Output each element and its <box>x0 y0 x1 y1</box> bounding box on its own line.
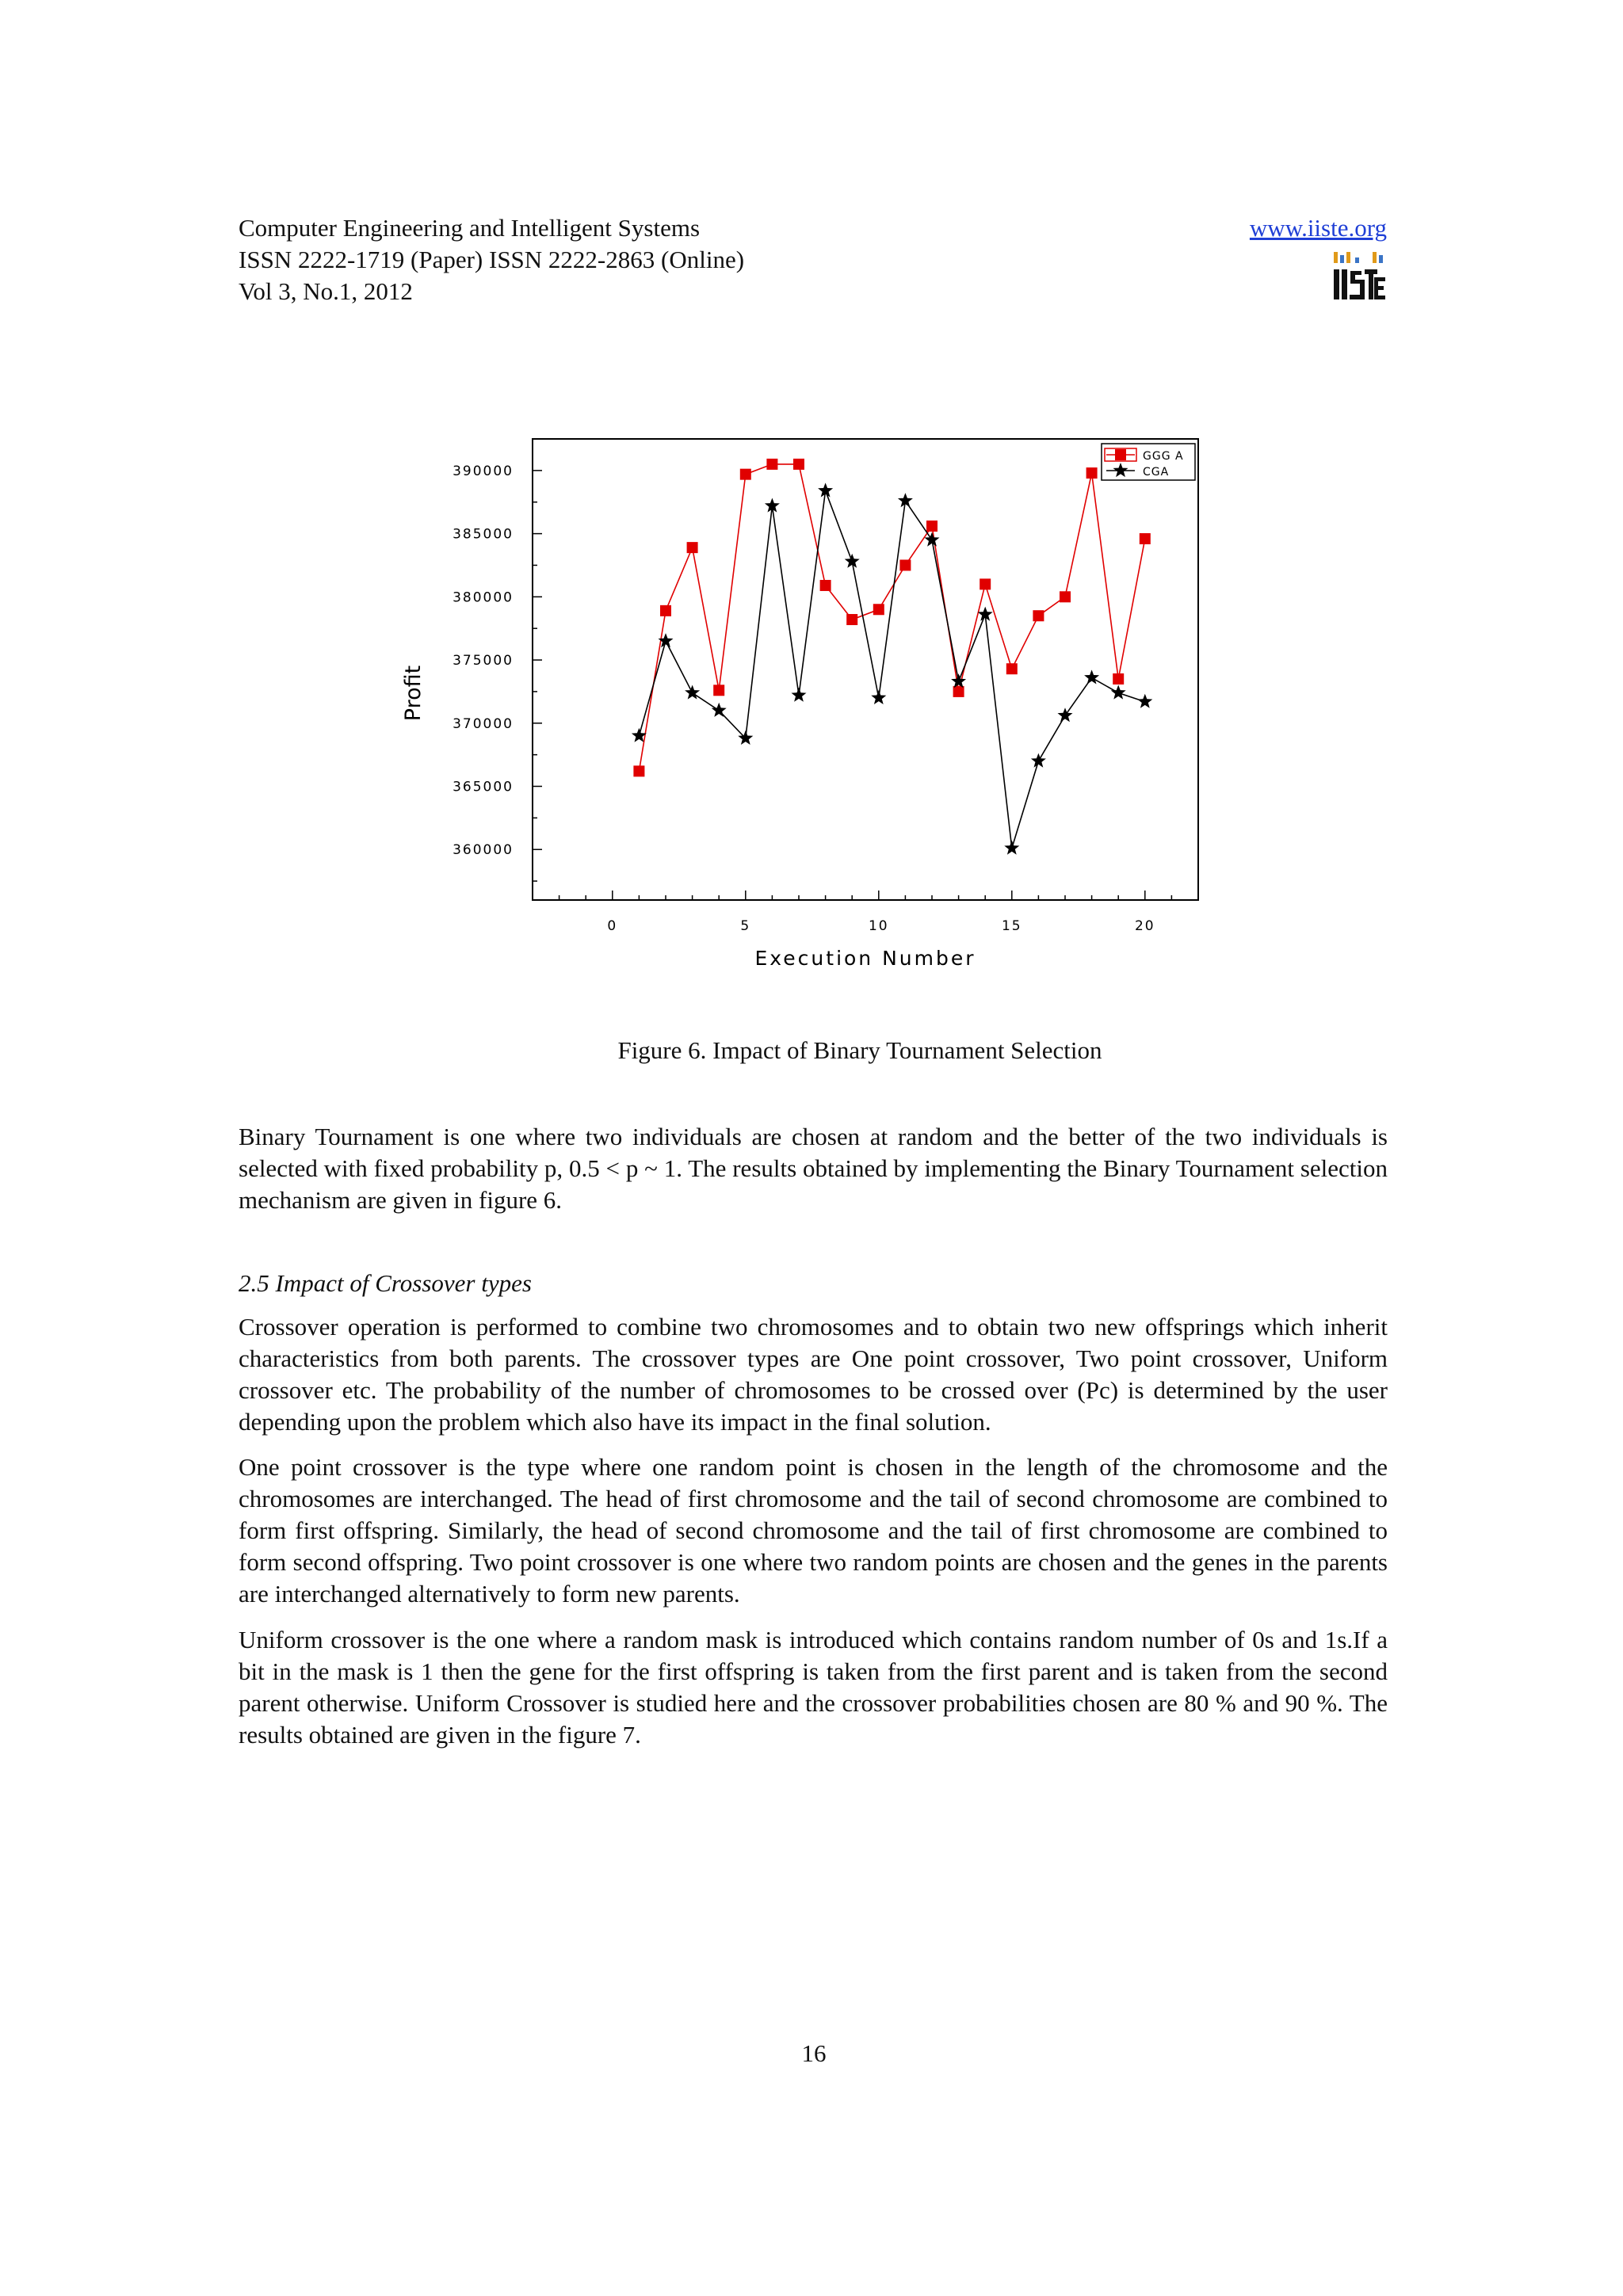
paragraph-crossover-operation: Crossover operation is performed to combine two chromosomes and to obtain two new offsprings which inherit characteristics from both parents. The crossover types are One point crossover, Two point crossover, Uniform crossover etc. The probability of the number of chromosomes to be crossed over (Pc) is determined by the user depending upon the problem which also have its impact in the final solution. <box>239 1313 1388 1436</box>
page-number: 16 <box>801 2039 827 2067</box>
data-point <box>1006 663 1018 674</box>
data-point <box>873 604 884 615</box>
data-point <box>766 459 777 470</box>
data-point <box>1111 685 1126 700</box>
data-point <box>899 559 911 570</box>
data-point <box>685 685 700 700</box>
data-point <box>871 690 886 704</box>
data-point <box>1031 753 1046 768</box>
y-axis-label: Profit <box>401 665 426 722</box>
plot-frame <box>533 439 1198 900</box>
data-point <box>1140 533 1151 544</box>
x-tick-label: 5 <box>740 918 751 934</box>
paragraph-uniform-crossover: Uniform crossover is the one where a random mask is introduced which contains random number of 0s and 1s.If a bit in the mask is 1 then the gene for the first offspring is taken from the first parent and is taken from the second parent otherwise. Uniform Crossover is studied here and the crossover probabilities chosen are 80 % and 90 %. The results obtained are given in the figure 7. <box>239 1626 1388 1749</box>
data-point <box>953 686 964 697</box>
data-point <box>1086 467 1098 479</box>
y-tick-label: 380000 <box>453 589 514 606</box>
legend-marker <box>1115 449 1126 460</box>
y-tick-label: 370000 <box>453 715 514 732</box>
data-point <box>820 580 831 591</box>
legend-label: CGA <box>1143 466 1170 479</box>
paragraph-one-point-crossover: One point crossover is the type where one random point is chosen in the length of the chromosome and the chromosomes are interchanged. The head of first chromosome and the tail of second chromosome are combined to form first offspring. Similarly, the head of second chromosome and the tail of first chromosome are combined to form second offspring. Two point crossover is one where two random points are chosen and the genes in the parents are interchanged alternatively to form new parents. <box>239 1453 1388 1608</box>
journal-title: Computer Engineering and Intelligent Systems <box>239 214 701 242</box>
data-point <box>1060 591 1071 602</box>
iiste-logo <box>1331 250 1387 303</box>
data-point <box>951 673 966 688</box>
data-point <box>660 605 671 616</box>
data-point <box>1058 707 1073 722</box>
data-point <box>1033 610 1044 621</box>
volume-line: Vol 3, No.1, 2012 <box>239 277 413 305</box>
data-point <box>926 521 938 532</box>
data-point <box>633 765 644 776</box>
data-point <box>793 459 804 470</box>
x-tick-label: 0 <box>607 918 618 934</box>
data-point <box>846 614 857 625</box>
data-point <box>1004 841 1019 855</box>
figure-caption: Figure 6. Impact of Binary Tournament Selection <box>617 1036 1102 1064</box>
data-point <box>1113 673 1124 685</box>
data-point <box>1137 694 1152 708</box>
data-point <box>845 554 860 568</box>
section-heading: 2.5 Impact of Crossover types <box>239 1269 532 1297</box>
y-tick-label: 375000 <box>453 653 514 669</box>
data-point <box>792 688 807 702</box>
data-point <box>713 685 724 696</box>
series-line-ggga <box>639 464 1144 772</box>
y-tick-label: 365000 <box>453 779 514 795</box>
x-tick-label: 10 <box>868 918 889 934</box>
figure-6-chart <box>388 420 1228 974</box>
issn-line: ISSN 2222-1719 (Paper) ISSN 2222-2863 (Online) <box>239 246 745 273</box>
y-tick-label: 390000 <box>453 463 514 479</box>
y-tick-label: 385000 <box>453 526 514 543</box>
data-point <box>1084 669 1099 684</box>
data-point <box>980 578 991 589</box>
y-tick-label: 360000 <box>453 842 514 859</box>
x-tick-label: 15 <box>1001 918 1022 934</box>
journal-url-link[interactable]: www.iiste.org <box>1249 214 1387 242</box>
x-tick-label: 20 <box>1134 918 1155 934</box>
paragraph-binary-tournament: Binary Tournament is one where two individuals are chosen at random and the better of the two individuals is selected with fixed probability p, 0.5 < p ~ 1. The results obtained by implementing the Binary Tournament selection mechanism are given in figure 6. <box>239 1123 1388 1214</box>
x-axis-label: Execution Number <box>754 947 976 970</box>
data-point <box>712 703 727 717</box>
data-point <box>687 542 698 553</box>
data-point <box>740 469 751 480</box>
legend-label: GGG A <box>1143 450 1184 463</box>
